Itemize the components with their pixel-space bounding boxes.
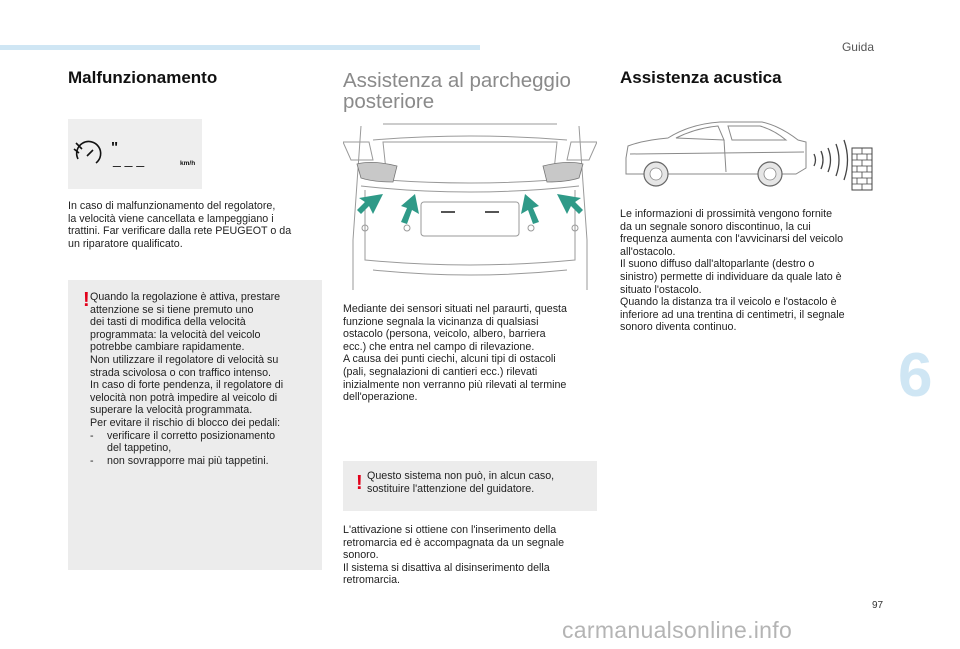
text-line: retromarcia ed è accompagnata da un segnale [343, 536, 565, 549]
speedometer-icon [68, 119, 202, 189]
text-line: Mediante dei sensori situati nel paraurti, questa [343, 303, 567, 315]
text-line: attenzione se si tiene premuto uno [90, 303, 254, 316]
text-line: Le informazioni di prossimità vengono fornite [620, 208, 833, 220]
text-line: (pali, segnalazioni di cantieri ecc.) rilevati [343, 365, 538, 378]
bullet-dash: - [90, 429, 94, 442]
heading-assistenza-parcheggio [343, 70, 571, 112]
brick-wall-icon [852, 148, 872, 190]
text-line: A causa dei punti ciechi, alcuni tipi di ostacoli [343, 353, 556, 366]
text-line: sinistro) permette di individuare da quale lato è [620, 270, 842, 283]
heading-assistenza-acustica: Assistenza acustica [620, 68, 782, 87]
text-line: Per evitare il rischio di blocco dei pedali: [90, 416, 281, 429]
sound-waves-icon [814, 140, 848, 180]
text-line: del tappetino, [107, 442, 172, 455]
list-item [90, 455, 320, 468]
text-line: sonoro diventa continuo. [620, 321, 737, 334]
acoustic-assistance-illustration [620, 104, 875, 198]
text-line: situato l'ostacolo. [620, 283, 702, 296]
text-line: inferiore ad una trentina di centimetri, il segnale [620, 308, 845, 321]
heading-malfunzionamento: Malfunzionamento [68, 68, 218, 87]
text-line: dei tasti di modifica della velocità [90, 316, 246, 329]
speed-display-illustration [68, 119, 202, 189]
text-line: la velocità viene cancellata e lampeggiano i [68, 212, 274, 225]
watermark: carmanualsonline.info [562, 617, 793, 643]
acustica-text [620, 208, 882, 334]
heading-line: posteriore [343, 90, 435, 113]
rear-sensors-illustration [343, 120, 597, 290]
chapter-number: 6 [898, 341, 933, 410]
parcheggio-text [343, 303, 605, 404]
text-line: frequenza aumenta con l'avvicinarsi del veicolo [620, 233, 844, 246]
heading-line: Assistenza al parcheggio [343, 69, 571, 92]
text-line: Quando la regolazione è attiva, prestare [90, 291, 281, 303]
display-dashes: _ _ _ [113, 151, 145, 167]
text-line: retromarcia. [343, 574, 401, 587]
display-unit: km/h [180, 160, 196, 167]
text-line: trattini. Far verificare dalla rete PEUGEOT o da [68, 225, 292, 238]
text-line: velocità non potrà impedire al veicolo di [90, 391, 278, 404]
display-marks: " [111, 139, 119, 156]
text-line: programmata: la velocità del veicolo [90, 328, 261, 341]
text-line: dell'operazione. [343, 391, 418, 404]
text-line: funzione segnala la vicinanza di qualsiasi [343, 315, 539, 328]
text-line: Il sistema si disattiva al disinserimento della [343, 561, 550, 574]
page-number: 97 [872, 600, 884, 611]
text-line: un riparatore qualificato. [68, 237, 183, 250]
warning-box-parcheggio [343, 461, 597, 511]
text-line: In caso di malfunzionamento del regolatore, [68, 200, 276, 212]
warning-text [90, 291, 320, 467]
text-line: strada scivolosa o con traffico intenso. [90, 366, 271, 379]
warning-text [367, 470, 593, 495]
sensor-arrows [357, 194, 583, 224]
list-item [90, 430, 320, 455]
header-accent-bar [0, 45, 480, 50]
text-line: ostacolo (persona, veicolo, albero, barriera [343, 328, 546, 341]
text-line: Questo sistema non può, in alcun caso, [367, 470, 555, 482]
section-label: Guida [841, 40, 874, 54]
text-line: In caso di forte pendenza, il regolatore di [90, 379, 284, 392]
text-line: sostituire l'attenzione del guidatore. [367, 482, 535, 495]
warning-box-regolatore [68, 280, 322, 570]
malfunzionamento-text [68, 200, 328, 250]
text-line: Quando la distanza tra il veicolo e l'ostacolo è [620, 296, 837, 309]
text-line: ecc.) che entra nel campo di rilevazione. [343, 340, 535, 353]
warning-icon: ! [83, 289, 90, 311]
text-line: L'attivazione si ottiene con l'inserimento della [343, 524, 557, 536]
attivazione-text [343, 524, 605, 587]
text-line: Non utilizzare il regolatore di velocità su [90, 353, 279, 366]
text-line: superare la velocità programmata. [90, 404, 253, 417]
text-line: sonoro. [343, 549, 379, 562]
text-line: da un segnale sonoro discontinuo, la cui [620, 220, 811, 233]
warning-icon: ! [356, 472, 363, 494]
text-line: Il suono diffuso dall'altoparlante (destro o [620, 258, 815, 271]
text-line: verificare il corretto posizionamento [107, 429, 276, 442]
text-line: all'ostacolo. [620, 245, 676, 258]
text-line: inizialmente non verranno più rilevati al termine [343, 378, 567, 391]
text-line: potrebbe cambiare rapidamente. [90, 341, 245, 354]
bullet-dash: - [90, 454, 94, 467]
text-line: non sovrapporre mai più tappetini. [107, 454, 269, 467]
